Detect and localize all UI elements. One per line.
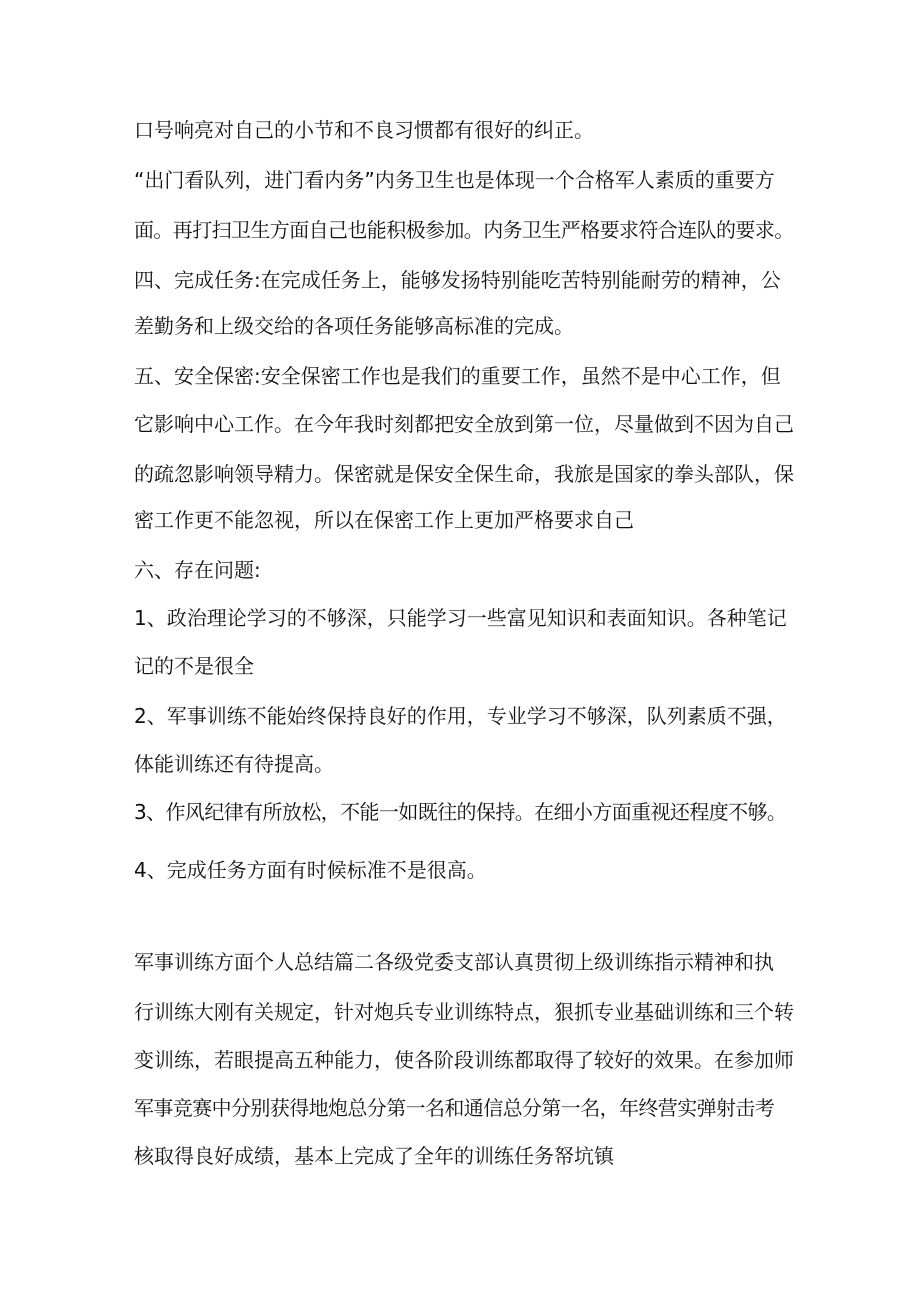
- section-heading: 六、存在问题:: [134, 558, 261, 582]
- text-line: 军事竞赛中分别获得地炮总分第一名和通信总分第一名，年终营实弹射击考: [134, 1096, 775, 1120]
- text-line: 密工作更不能忽视，所以在保密工作上更加严格要求自己: [134, 508, 634, 532]
- list-item-continuation: 记的不是很全: [134, 654, 254, 678]
- text-line: 军事训练方面个人总结篇二各级党委支部认真贯彻上级训练指示精神和执: [134, 950, 774, 974]
- list-item-continuation: 体能训练还有待提高。: [134, 752, 334, 776]
- text-line: “出门看队列，进门看内务”内务卫生也是体现一个合格军人素质的重要方: [134, 168, 775, 192]
- text-line: 五、安全保密:安全保密工作也是我们的重要工作，虽然不是中心工作，但: [134, 364, 781, 388]
- list-item: 3、作风纪律有所放松，不能一如既往的保持。在细小方面重视还程度不够。: [134, 800, 787, 824]
- text-line: 口号响亮对自己的小节和不良习惯都有很好的纠正。: [134, 118, 594, 142]
- list-item: 4、完成任务方面有时候标准不是很高。: [134, 858, 487, 882]
- text-line: 四、完成任务:在完成任务上，能够发扬特别能吃苦特别能耐劳的精神，公: [134, 268, 781, 292]
- list-item: 1、政治理论学习的不够深，只能学习一些富见知识和表面知识。各种笔记: [134, 606, 787, 630]
- text-line: 面。再打扫卫生方面自己也能积极参加。内务卫生严格要求符合连队的要求。: [134, 218, 794, 242]
- list-item: 2、军事训练不能始终保持良好的作用，专业学习不够深，队列素质不强，: [134, 704, 787, 728]
- text-line: 它影响中心工作。在今年我时刻都把安全放到第一位，尽量做到不因为自己: [134, 412, 794, 436]
- text-line: 核取得良好成绩，基本上完成了全年的训练任务帑坑镇: [134, 1144, 614, 1168]
- text-line: 变训练，若眼提高五种能力，使各阶段训练都取得了较好的效果。在参加师: [134, 1048, 794, 1072]
- text-line: 行训练大刚有关规定，针对炮兵专业训练特点，狠抓专业基础训练和三个转: [134, 1000, 794, 1024]
- text-line: 差勤务和上级交给的各项任务能够高标准的完成。: [134, 314, 574, 338]
- text-line: 的疏忽影响领导精力。保密就是保安全保生命，我旅是国家的拳头部队，保: [134, 462, 794, 486]
